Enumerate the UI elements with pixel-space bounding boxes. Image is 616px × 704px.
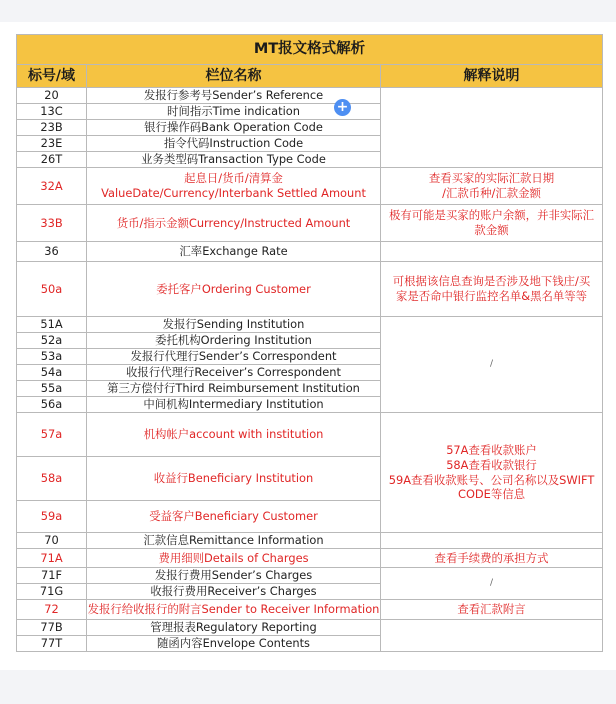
row-note-empty <box>381 88 603 168</box>
row-field-name: 发报行Sending Institution <box>87 317 381 333</box>
row-code: 77T <box>17 636 87 652</box>
row-field-name: 费用细则Details of Charges <box>87 549 381 568</box>
row-code: 26T <box>17 152 87 168</box>
header-field-name: 栏位名称 <box>87 65 381 88</box>
row-code: 56a <box>17 397 87 413</box>
table-row <box>17 242 603 262</box>
table-row <box>17 413 603 457</box>
row-field-name: 管理报表Regulatory Reporting <box>87 620 381 636</box>
row-code: 55a <box>17 381 87 397</box>
row-code: 53a <box>17 349 87 365</box>
row-field-name: 随函内容Envelope Contents <box>87 636 381 652</box>
table-row <box>17 620 603 636</box>
row-note: 57A查看收款账户 58A查看收款银行 59A查看收款账号、公司名称以及SWIFT CODE等信息 <box>381 413 603 533</box>
row-note-empty <box>381 620 603 652</box>
row-note: 查看汇款附言 <box>381 600 603 620</box>
table-row <box>17 549 603 568</box>
row-field-name: 委托客户Ordering Customer <box>87 262 381 317</box>
mt-format-table <box>16 34 603 652</box>
row-note-slash: / <box>381 317 603 413</box>
table-row <box>17 317 603 333</box>
top-band <box>0 0 616 22</box>
row-code: 13C <box>17 104 87 120</box>
row-code: 77B <box>17 620 87 636</box>
table-row <box>17 168 603 205</box>
row-code: 71F <box>17 568 87 584</box>
row-field-name: 指令代码Instruction Code <box>87 136 381 152</box>
row-code: 32A <box>17 168 87 205</box>
row-note: 查看买家的实际汇款日期 /汇款币种/汇款金额 <box>381 168 603 205</box>
table-row <box>17 205 603 242</box>
row-field-name: 收报行代理行Receiver’s Correspondent <box>87 365 381 381</box>
row-note-slash: / <box>381 568 603 600</box>
row-code: 57a <box>17 413 87 457</box>
row-field-name: 发报行费用Sender’s Charges <box>87 568 381 584</box>
header-code: 标号/域 <box>17 65 87 88</box>
row-note-empty <box>381 242 603 262</box>
row-field-name: 发报行代理行Sender’s Correspondent <box>87 349 381 365</box>
bottom-band <box>0 670 616 704</box>
row-field-name: 委托机构Ordering Institution <box>87 333 381 349</box>
row-field-name: 发报行给收报行的附言Sender to Receiver Information <box>87 600 381 620</box>
row-field-name: 起息日/货币/清算金 ValueDate/Currency/Interbank Settled Amount <box>87 168 381 205</box>
row-code: 23B <box>17 120 87 136</box>
row-code: 58a <box>17 457 87 501</box>
row-field-name: 货币/指示金额Currency/Instructed Amount <box>87 205 381 242</box>
row-field-name: 发报行参考号Sender’s Reference <box>87 88 381 104</box>
header-explanation: 解释说明 <box>381 65 603 88</box>
table-row <box>17 568 603 584</box>
row-code: 36 <box>17 242 87 262</box>
row-code: 71A <box>17 549 87 568</box>
table-row <box>17 262 603 317</box>
row-field-name: 业务类型码Transaction Type Code <box>87 152 381 168</box>
row-note-empty <box>381 533 603 549</box>
row-code: 51A <box>17 317 87 333</box>
row-code: 54a <box>17 365 87 381</box>
row-field-name: 汇款信息Remittance Information <box>87 533 381 549</box>
row-code: 52a <box>17 333 87 349</box>
table-title: MT报文格式解析 <box>17 35 603 65</box>
table-row <box>17 533 603 549</box>
row-note: 查看手续费的承担方式 <box>381 549 603 568</box>
row-note: 极有可能是买家的账户余额，并非实际汇 款金额 <box>381 205 603 242</box>
table-row <box>17 600 603 620</box>
row-field-name: 收益行Beneficiary Institution <box>87 457 381 501</box>
row-field-name: 机构帐户account with institution <box>87 413 381 457</box>
row-field-name: 银行操作码Bank Operation Code <box>87 120 381 136</box>
table-row <box>17 88 603 104</box>
row-field-name: 第三方偿付行Third Reimbursement Institution <box>87 381 381 397</box>
plus-circle-icon[interactable]: + <box>334 99 351 116</box>
row-field-name: 时间指示Time indication <box>87 104 381 120</box>
row-field-name: 收报行费用Receiver’s Charges <box>87 584 381 600</box>
row-code: 23E <box>17 136 87 152</box>
row-code: 71G <box>17 584 87 600</box>
row-code: 20 <box>17 88 87 104</box>
row-code: 50a <box>17 262 87 317</box>
row-field-name: 汇率Exchange Rate <box>87 242 381 262</box>
row-code: 59a <box>17 501 87 533</box>
row-code: 70 <box>17 533 87 549</box>
row-code: 72 <box>17 600 87 620</box>
row-field-name: 中间机构Intermediary Institution <box>87 397 381 413</box>
row-note: 可根据该信息查询是否涉及地下钱庄/买 家是否命中银行监控名单&黑名单等等 <box>381 262 603 317</box>
row-field-name: 受益客户Beneficiary Customer <box>87 501 381 533</box>
row-code: 33B <box>17 205 87 242</box>
